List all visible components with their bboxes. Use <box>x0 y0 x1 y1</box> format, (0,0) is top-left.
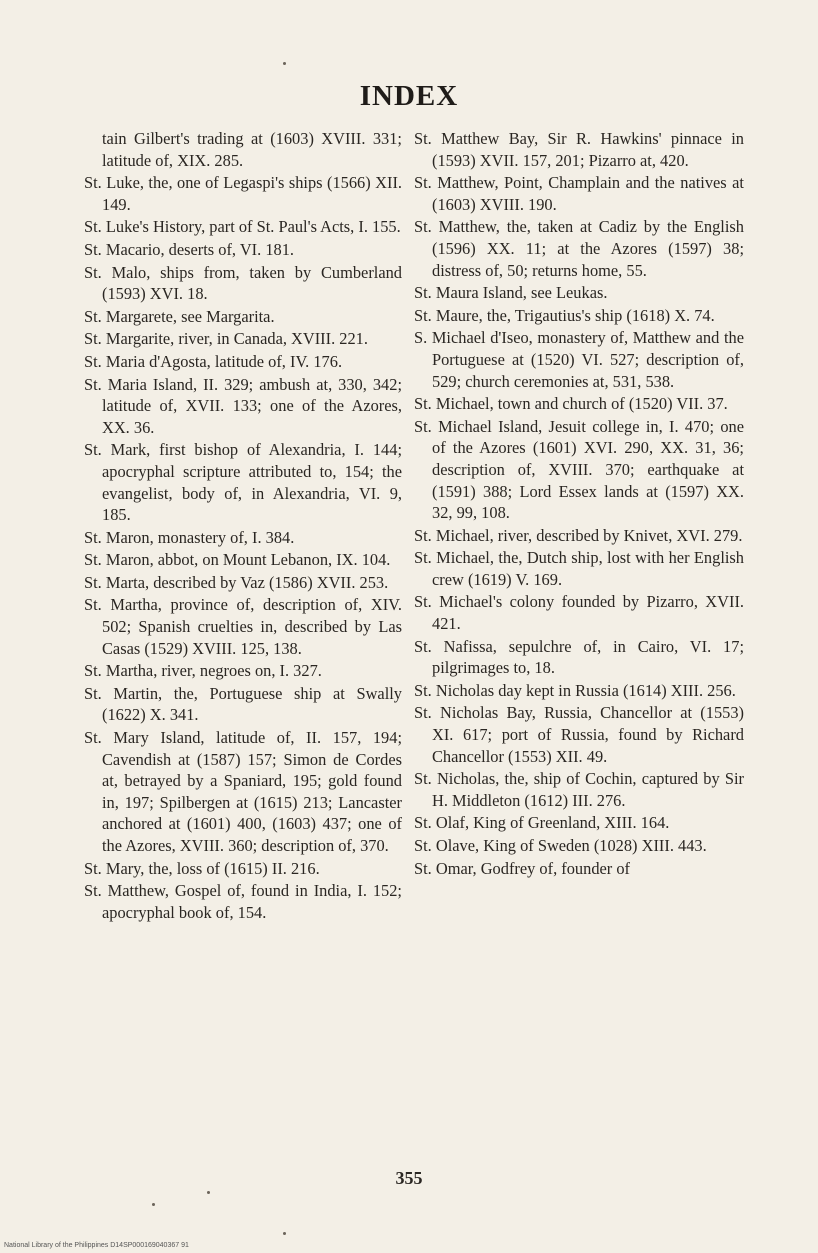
index-entry: St. Mark, first bishop of Alexandria, I. 144; apocryphal scripture attributed to, 154; the evangelist, body of, in Alexandria, VI. 9, 185. <box>84 440 402 525</box>
index-entry: tain Gilbert's trading at (1603) XVIII. 331; latitude of, XIX. 285. <box>102 129 402 170</box>
scan-footer-note: National Library of the Philippines D14SP000169040367 91 <box>4 1242 189 1249</box>
index-entry: St. Margarite, river, in Canada, XVIII. 221. <box>84 329 368 349</box>
index-entry: St. Martha, river, negroes on, I. 327. <box>84 661 322 681</box>
page-title: INDEX <box>359 80 459 112</box>
index-entry: St. Nicholas, the, ship of Cochin, captured by Sir H. Middleton (1612) III. 276. <box>414 769 744 810</box>
index-entry: St. Michael, town and church of (1520) VII. 37. <box>414 394 728 414</box>
index-entry: S. Michael d'Iseo, monastery of, Matthew and the Portuguese at (1520) VI. 527; description of, 529; church ceremonies at, 531, 538. <box>414 328 744 391</box>
index-entry: St. Omar, Godfrey of, founder of <box>414 858 631 878</box>
index-entry: St. Maure, the, Trigautius's ship (1618) X. 74. <box>414 305 715 325</box>
paper-speck <box>283 62 286 65</box>
paper-speck <box>283 1232 286 1235</box>
index-entry: St. Olave, King of Sweden (1028) XIII. 443. <box>414 836 707 855</box>
index-entry: St. Margarete, see Margarita. <box>84 306 275 326</box>
index-entry: St. Matthew, Point, Champlain and the natives at (1603) XVIII. 190. <box>414 173 744 214</box>
paper-speck <box>207 1191 210 1194</box>
index-entry: St. Matthew, the, taken at Cadiz by the English (1596) XX. 11; at the Azores (1597) 38; distress of, 50; returns home, 55. <box>414 217 744 280</box>
index-entry: St. Nicholas Bay, Russia, Chancellor at (1553) XI. 617; port of Russia, found by Richard Chancellor (1553) XII. 49. <box>414 703 744 766</box>
index-entry: St. Maria Island, II. 329; ambush at, 330, 342; latitude of, XVII. 133; one of the Azores, XX. 36. <box>84 374 402 437</box>
index-left-column <box>84 128 402 924</box>
index-entry: St. Michael's colony founded by Pizarro, XVII. 421. <box>414 592 744 634</box>
index-entry: St. Mary, the, loss of (1615) II. 216. <box>84 858 320 878</box>
index-entry: St. Nafissa, sepulchre of, in Cairo, VI. 17; pilgrimages to, 18. <box>414 636 744 678</box>
index-entry: St. Luke's History, part of St. Paul's Acts, I. 155. <box>84 217 401 237</box>
paper-speck <box>152 1203 155 1206</box>
page-number: 355 <box>395 1168 423 1188</box>
index-entry: St. Mary Island, latitude of, II. 157, 194; Cavendish at (1587) 157; Simon de Cordes at, betrayed by a Spaniard, 195; gold found in, 197; Spilbergen at (1615) 213; Lancaster anchored at (1601) 400, (1603) 437; one of the Azores, XVIII. 360; description of, 370. <box>84 728 402 855</box>
index-entry: St. Maron, abbot, on Mount Lebanon, IX. 104. <box>84 550 391 570</box>
index-entry: St. Martin, the, Portuguese ship at Swally (1622) X. 341. <box>84 683 402 725</box>
index-entry: St. Matthew Bay, Sir R. Hawkins' pinnace in (1593) XVII. 157, 201; Pizarro at, 420. <box>414 129 744 170</box>
index-entry: St. Martha, province of, description of, XIV. 502; Spanish cruelties in, described by Las Casas (1529) XVIII. 125, 138. <box>84 595 402 658</box>
index-entry: St. Michael, the, Dutch ship, lost with her English crew (1619) V. 169. <box>414 548 744 589</box>
index-entry: St. Michael Island, Jesuit college in, I. 470; one of the Azores (1601) XVI. 290, XX. 31, 36; description of, XVIII. 370; earthquake at (1591) 388; Lord Essex lands at (1597) XX. 32, 99, 108. <box>414 416 744 523</box>
index-entry: St. Maura Island, see Leukas. <box>414 283 608 303</box>
index-right-column <box>414 128 744 880</box>
index-entry: St. Marta, described by Vaz (1586) XVII. 253. <box>84 572 389 592</box>
index-entry: St. Luke, the, one of Legaspi's ships (1566) XII. 149. <box>84 173 402 214</box>
index-entry: St. Maria d'Agosta, latitude of, IV. 176. <box>84 351 343 371</box>
index-entry: St. Michael, river, described by Knivet, XVI. 279. <box>414 525 743 545</box>
index-entry: St. Matthew, Gospel of, found in India, I. 152; apocryphal book of, 154. <box>84 881 402 922</box>
index-entry: St. Olaf, King of Greenland, XIII. 164. <box>414 813 670 833</box>
index-entry: St. Maron, monastery of, I. 384. <box>84 527 295 547</box>
index-entry: St. Macario, deserts of, VI. 181. <box>84 239 295 259</box>
index-entry: St. Malo, ships from, taken by Cumberland (1593) XVI. 18. <box>84 262 402 304</box>
index-entry: St. Nicholas day kept in Russia (1614) XIII. 256. <box>414 680 736 700</box>
